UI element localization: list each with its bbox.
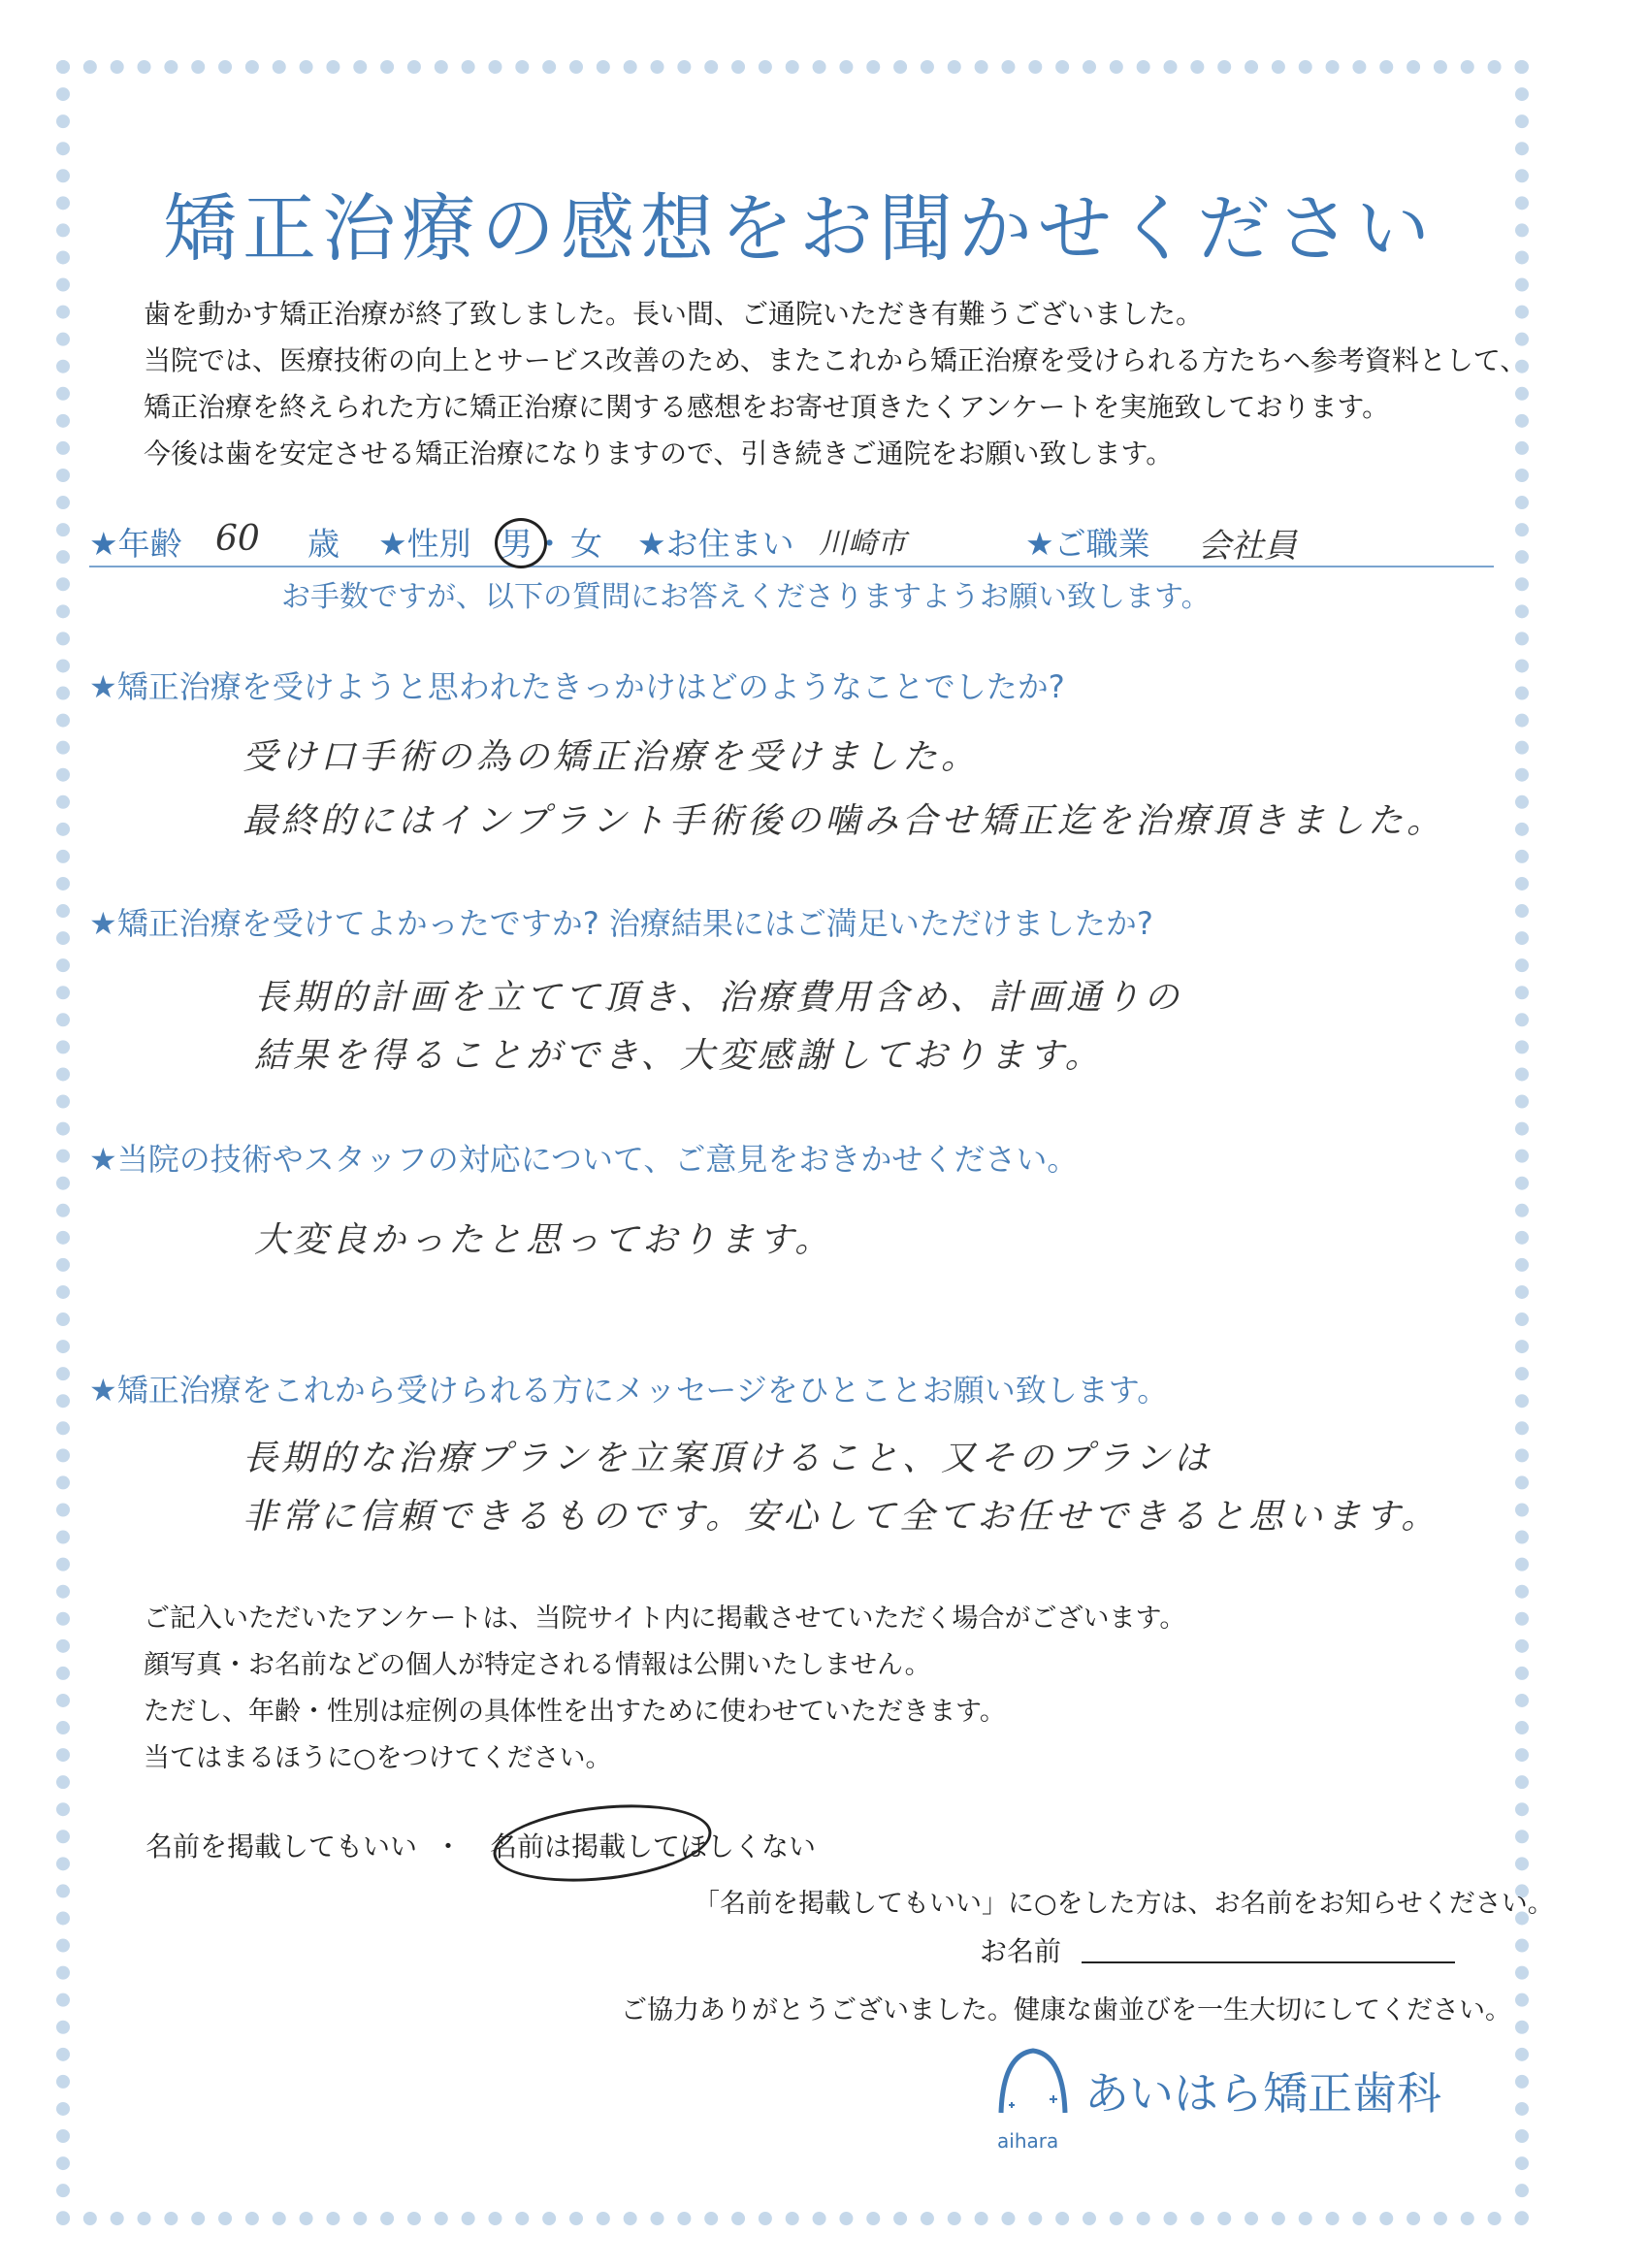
intro-line: 矯正治療を終えられた方に矯正治療に関する感想をお寄せ頂きたくアンケートを実施致しております。 (144, 391, 1390, 423)
answer-2-line: 結果を得ることができ、大変感謝しております。 (254, 1036, 1104, 1076)
answer-1-line: 受け口手術の為の矯正治療を受けました。 (242, 737, 981, 777)
residence-label: ★お住まい (637, 525, 794, 563)
clinic-logo-icon (995, 2045, 1071, 2132)
intro-line: 当院では、医療技術の向上とサービス改善のため、またこれから矯正治療を受けられる方たちへ参考資料として、 (144, 344, 1528, 376)
gender-label: ★性別 (378, 525, 471, 563)
job-value: 会社員 (1198, 527, 1297, 566)
option-separator: ・ (435, 1831, 463, 1863)
answer-4-line: 非常に信頼できるものです。安心して全てお任せできると思います。 (242, 1497, 1440, 1537)
gender-separator: ・ (534, 525, 566, 563)
answer-1-line: 最終的にはインプラント手術後の噛み合せ矯正迄を治療頂きました。 (242, 801, 1446, 841)
notice-line: 顔写真・お名前などの個人が特定される情報は公開いたしません。 (144, 1650, 931, 1680)
answer-3-line: 大変良かったと思っております。 (254, 1220, 834, 1260)
clinic-name: あいはら矯正歯科 (1084, 2067, 1441, 2120)
name-field[interactable] (1082, 1961, 1455, 1963)
age-value: 60 (215, 519, 260, 559)
option-deny-name[interactable]: 名前は掲載してほしくない (490, 1831, 817, 1863)
age-unit: 歳 (307, 525, 340, 563)
residence-value: 川崎市 (819, 527, 906, 561)
notice-line: ただし、年齢・性別は症例の具体性を出すために使わせていただきます。 (144, 1697, 1006, 1727)
intro-line: 歯を動かす矯正治療が終了致しました。長い間、ご通院いただき有難うございました。 (144, 298, 1204, 330)
name-request-note: 「名前を掲載してもいい」に○をした方は、お名前をお知らせください。 (694, 1889, 1554, 1919)
page-title: 矯正治療の感想をお聞かせください (163, 185, 1436, 272)
question-4: ★矯正治療をこれから受けられる方にメッセージをひとことお願い致します。 (89, 1372, 1169, 1409)
question-3: ★当院の技術やスタッフの対応について、ご意見をおきかせください。 (89, 1141, 1079, 1178)
answer-4-line: 長期的な治療プランを立案頂けること、又そのプランは (242, 1439, 1213, 1478)
question-2: ★矯正治療を受けてよかったですか? 治療結果にはご満足いただけましたか? (89, 905, 1153, 942)
gender-female: 女 (570, 525, 602, 563)
respondent-info-row (89, 519, 1494, 567)
gender-male: 男 (501, 525, 533, 563)
question-1: ★矯正治療を受けようと思われたきっかけはどのようなことでしたか? (89, 668, 1065, 705)
name-label: お名前 (980, 1935, 1062, 1967)
notice-line: 当てはまるほうに○をつけてください。 (144, 1743, 612, 1773)
thanks-message: ご協力ありがとうございました。健康な歯並びを一生大切にしてください。 (621, 1995, 1511, 2025)
intro-line: 今後は歯を安定させる矯正治療になりますので、引き続きご通院をお願い致します。 (144, 437, 1174, 470)
notice-line: ご記入いただいたアンケートは、当院サイト内に掲載させていただく場合がございます。 (144, 1604, 1186, 1634)
sub-intro: お手数ですが、以下の質問にお答えくださりますようお願い致します。 (281, 580, 1211, 614)
age-label: ★年齢 (89, 525, 182, 563)
answer-2-line: 長期的計画を立てて頂き、治療費用含め、計画通りの (254, 978, 1183, 1018)
publication-notice (144, 1596, 1185, 1782)
gender-circle-mark (495, 518, 547, 568)
job-label: ★ご職業 (1025, 525, 1150, 563)
clinic-sub-name: aihara (997, 2129, 1059, 2153)
option-allow-name[interactable]: 名前を掲載してもいい (146, 1831, 418, 1863)
intro-paragraph (144, 291, 1527, 477)
